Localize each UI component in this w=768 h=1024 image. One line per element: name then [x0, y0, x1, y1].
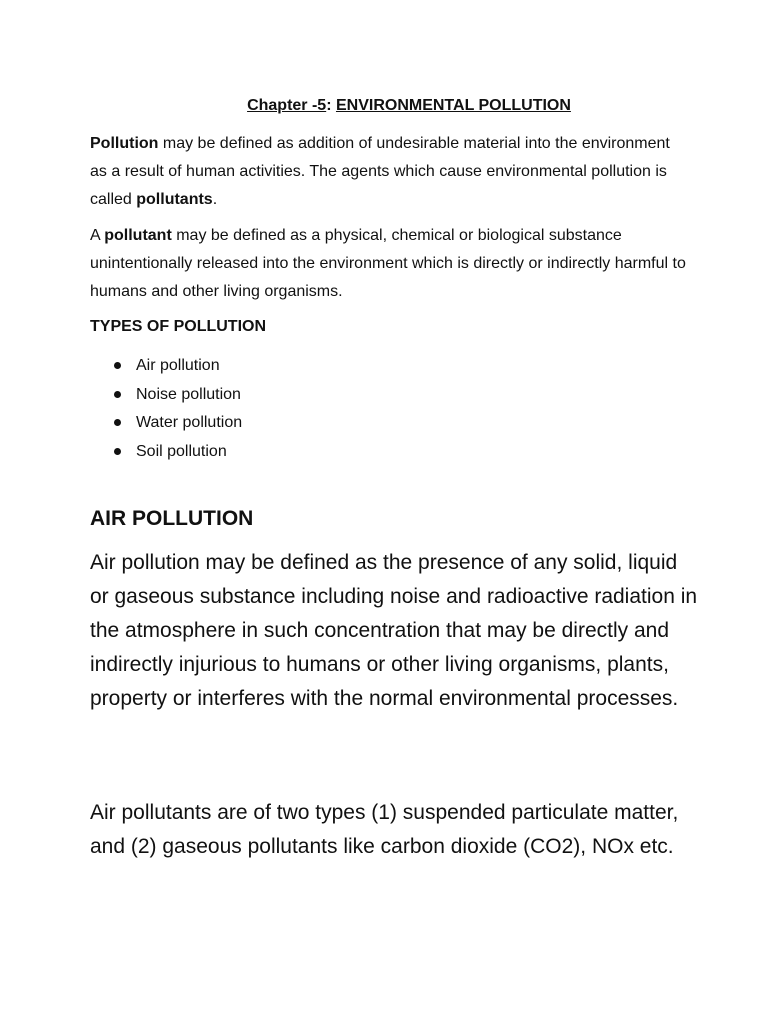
bullet-icon — [114, 362, 121, 369]
chapter-separator: : — [326, 97, 336, 114]
pollutant-definition-paragraph — [90, 222, 688, 306]
chapter-number: Chapter -5 — [247, 97, 327, 114]
pollution-definition-end: . — [212, 191, 218, 208]
list-item — [112, 352, 242, 381]
pollution-types-list — [112, 352, 242, 466]
air-pollutant-types-paragraph: Air pollutants are of two types (1) suspended particulate matter, and (2) gaseous pollutants like carbon dioxide (CO2), NOx etc. — [90, 801, 679, 858]
pollutant-definition-text: may be defined as a physical, chemical or biological substance unintentionally released into the environment which is directly or indirectly harmful to humans and other living organisms. — [90, 227, 686, 300]
chapter-title — [0, 95, 768, 117]
list-item — [112, 438, 242, 467]
pollution-definition-paragraph — [90, 130, 688, 214]
bullet-icon — [114, 419, 121, 426]
pollutants-term: pollutants — [136, 191, 213, 208]
pollution-definition-text: may be defined as addition of undesirable material into the environment as a result of human activities. The agents which cause environmental pollution is called — [90, 135, 670, 208]
list-item — [112, 381, 242, 410]
pollution-term: Pollution — [90, 135, 159, 152]
list-item-label: Water pollution — [136, 414, 243, 431]
pollutant-prefix: A — [90, 227, 105, 244]
air-pollution-heading: AIR POLLUTION — [90, 507, 254, 530]
pollutant-term: pollutant — [104, 227, 172, 244]
list-item — [112, 409, 242, 438]
list-item-label: Noise pollution — [136, 385, 241, 403]
air-pollution-definition-paragraph: Air pollution may be defined as the presence of any solid, liquid or gaseous substance including noise and radioactive radiation in the atmosphere in such concentration that may be directly and indirectly injurious to humans or other living organisms, plants, property or interferes with the normal environmental processes. — [90, 551, 698, 710]
bullet-icon — [114, 448, 121, 455]
list-item-label: Soil pollution — [136, 442, 227, 460]
list-item-label: Air pollution — [136, 357, 220, 374]
chapter-name: ENVIRONMENTAL POLLUTION — [335, 97, 571, 114]
bullet-icon — [114, 391, 121, 398]
types-of-pollution-heading: TYPES OF POLLUTION — [90, 318, 267, 335]
